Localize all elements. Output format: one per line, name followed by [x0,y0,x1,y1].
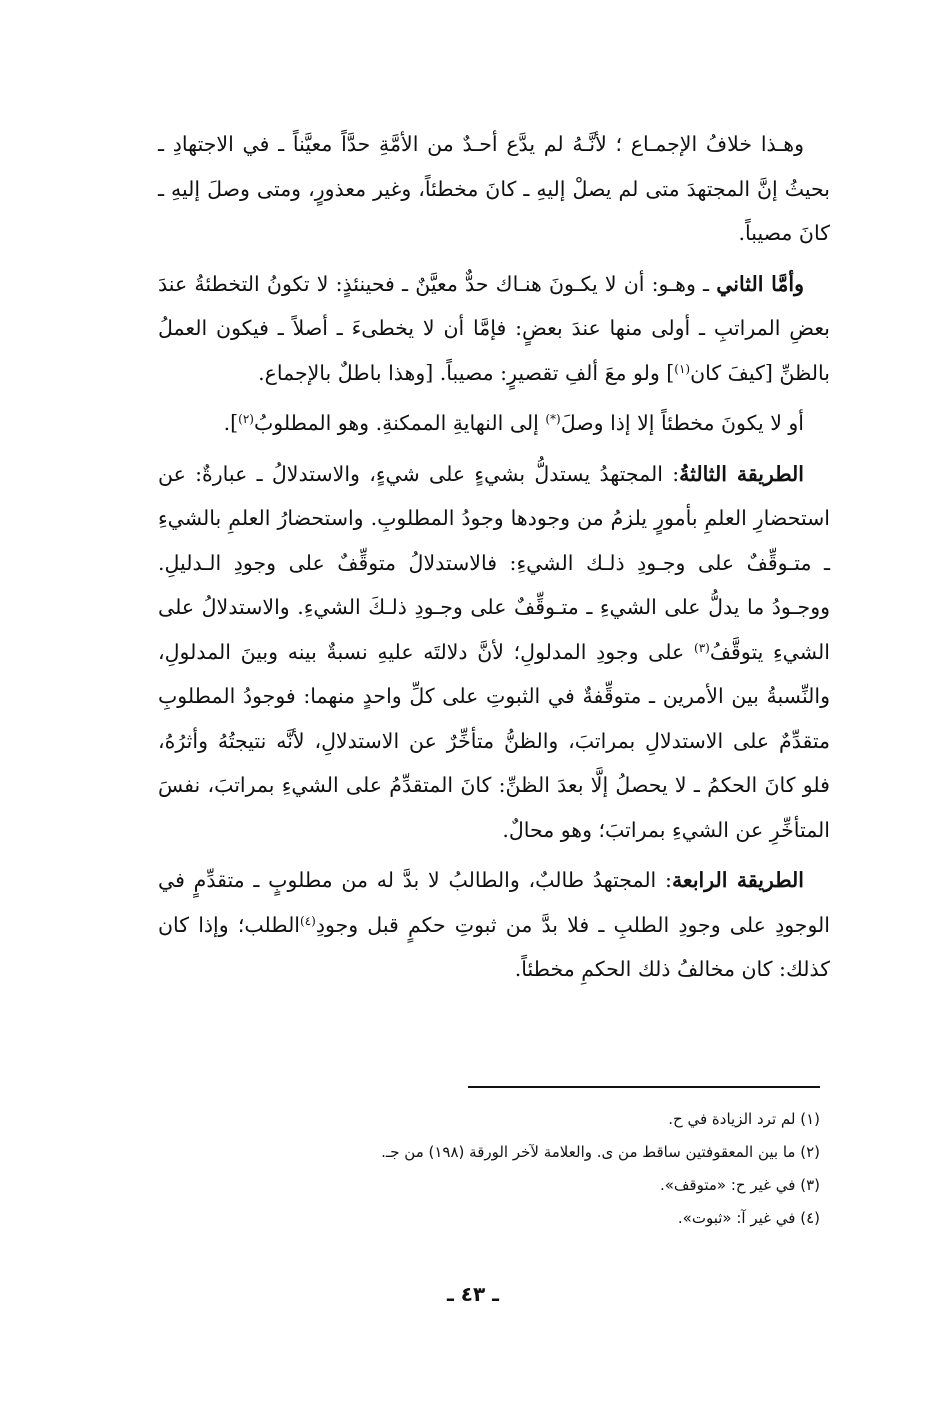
paragraph-text: ـ وهـو: أن لا يكـونَ هنـاك حدٌّ معيَّنٌ ـ فحينئذٍ: لا تكونُ التخطئةُ عندَ بعضِ المراتبِ ـ أولى منها عندَ بعضٍ: فإمَّا أن لا يخطىءَ ـ أصلاً ـ فيكون العملُ بالظنِّ [كيفَ كان [158,271,830,385]
paragraph-text: أو لا يكونَ مخطئاً إلا إذا وصلَ [560,411,804,435]
footnote-ref: (٢) [238,412,254,426]
paragraph-text: إلى النهايةِ الممكنةِ. وهو المطلوبُ [253,411,546,435]
footnote-ref: (٤) [300,913,316,928]
asterisk-ref: (*) [545,412,561,426]
paragraph-2 [158,262,830,396]
footnote-ref: (١) [674,361,691,376]
footnote-2: (٢) ما بين المعقوفتين ساقط من ى. والعلامة لآخر الورقة (١٩٨) من جـ. [381,1143,820,1161]
page-number: ـ ٤٣ ـ [446,1282,500,1306]
footnote-4: (٤) في غير آ: «ثبوت». [677,1209,820,1227]
footnote-divider [468,1086,820,1088]
main-text [158,122,830,998]
paragraph-5 [158,858,830,992]
paragraph-text: على وجودِ المدلولِ؛ لأنَّ دلالتَه عليهِ نسبةٌ بينه وبينَ المدلولِ، والنِّسبةُ بين الأمرين ـ متوقِّفةٌ في الثبوتِ على كلِّ واحدٍ منهما: فوجودُ المطلوبِ متقدِّمٌ على الاستدلالِ بمراتبَ، والظنُّ متأخِّرٌ عن الاستدلالِ، لأنَّه نتيجتُهُ وأثرُهُ، فلو كانَ الحكمُ ـ لا يحصلُ إلَّا بعدَ الظنِّ: كانَ المتقدِّمُ على الشيءِ بمراتبَ، نفسَ المتأخِّرِ عن الشيءِ بمراتبَ؛ وهو محالٌ. [158,639,830,842]
paragraph-text: ]. [223,411,239,435]
paragraph-3 [158,401,830,446]
paragraph-text: الطلب؛ وإذا كان كذلك: كان مخالفُ ذلك الحكمِ مخطئاً. [158,912,830,981]
paragraph-4 [158,452,830,853]
paragraph-text: وهـذا خلافُ الإجمـاع ؛ لأنَّـهُ لم يدَّع أحـدٌ من الأمَّةِ حدَّاً معيَّناً ـ في الاجتهادِ ـ بحيثُ إنَّ المجتهدَ متى لم يصلْ إليهِ ـ كانَ مخطئاً، وغير معذورٍ، ومتى وصلَ إليهِ ـ كانَ مصيباً. [158,132,830,245]
footnotes [200,1103,820,1235]
paragraph-lead: الطريقة الثالثةُ [679,461,804,486]
footnote-3: (٣) في غير ح: «متوقف». [659,1176,820,1194]
paragraph-text: : المجتهدُ طالبٌ، والطالبُ لا بدَّ له من مطلوبٍ ـ متقدِّمٍ في الوجودِ على وجودِ الطلبِ ـ فلا بدَّ من ثبوتِ حكمٍ قبل وجودِ [158,868,830,937]
footnote-1: (١) لم ترد الزيادة في ح. [668,1110,820,1128]
paragraph-text: ] ولو معَ ألفِ تقصيرٍ: مصيباً. [وهذا باطلٌ بالإجماع. [258,360,675,385]
paragraph-text: : المجتهدُ يستدلُّ بشيءٍ على شيءٍ، والاستدلالُ ـ عبارةٌ: عن استحضارِ العلمِ بأمورٍ يلزمُ من وجودها وجودُ المطلوبِ. واستحضارُ العلمِ بالشيءِ ـ متـوقِّفٌ على وجـودِ ذلـك الشيءِ: فالاستدلالُ متوقِّفٌ على وجودِ الـدليلِ. ووجـودُ ما يدلُّ على الشيءِ ـ متـوقِّفٌ على وجـودِ ذلـكَ الشيءِ. والاستدلالُ على الشيءِ يتوقَّفُ [158,461,830,664]
paragraph-lead: الطريقة الرابعة [671,868,804,892]
paragraph-1 [158,122,830,256]
paragraph-lead: وأمَّا الثاني [716,271,805,296]
footnote-ref: (٣) [694,640,710,655]
